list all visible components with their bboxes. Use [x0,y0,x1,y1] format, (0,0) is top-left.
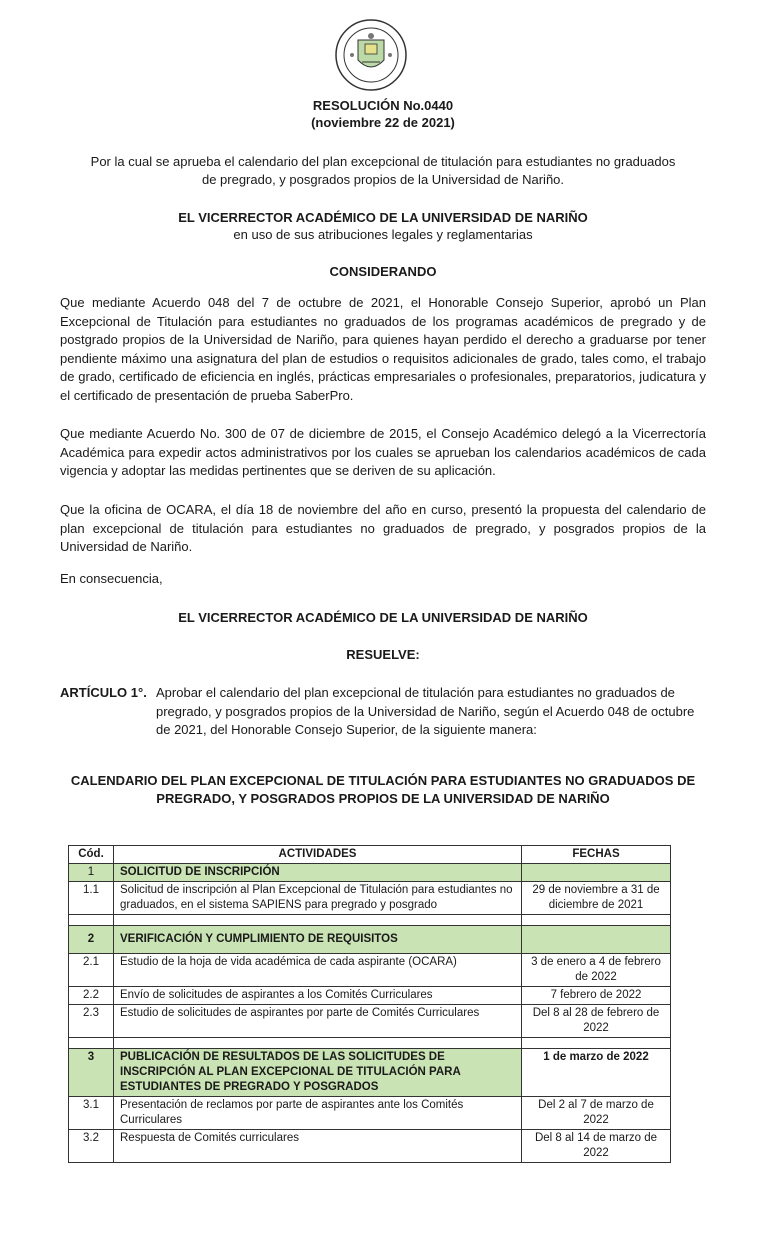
row-date: 7 febrero de 2022 [522,987,671,1005]
row-code: 2 [69,926,114,954]
table-row [69,882,671,915]
table-row [69,987,671,1005]
table-row [69,864,671,882]
resolution-date: (noviembre 22 de 2021) [311,115,455,130]
table-row [69,1130,671,1163]
row-code: 3.1 [69,1097,114,1130]
row-date: Del 2 al 7 de marzo de 2022 [522,1097,671,1130]
table-row [69,954,671,987]
university-seal [334,18,408,92]
row-code: 2.1 [69,954,114,987]
row-date: 3 de enero a 4 de febrero de 2022 [522,954,671,987]
row-code: 1 [69,864,114,882]
subject-line-1: Por la cual se aprueba el calendario del plan excepcional de titulación para estudiantes no graduados [90,154,676,169]
table-spacer-row [69,915,671,926]
table-spacer-row [69,1038,671,1049]
article-1-label: ARTÍCULO 1°. [60,685,147,700]
row-activity: Respuesta de Comités curriculares [114,1130,522,1163]
consideration-paragraph-2: Que mediante Acuerdo No. 300 de 07 de diciembre de 2015, el Consejo Académico delegó a la Vicerrectoría Académica para expedir actos administrativos por los cuales se aprueban los calendarios académicos de cada vigencia y adoptar las medidas pertinentes que se deriven de su aplicación. [60,426,706,478]
row-activity: Envío de solicitudes de aspirantes a los Comités Curriculares [114,987,522,1005]
article-1-text: Aprobar el calendario del plan excepcional de titulación para estudiantes no graduados de pregrado, y posgrados propios de la Universidad de Nariño, según el Acuerdo 048 de octubre de 2021, del Honorable Consejo Superior, de la siguiente manera: [156,685,695,737]
consideration-paragraph-3: Que la oficina de OCARA, el día 18 de noviembre del año en curso, presentó la propuesta del calendario de plan excepcional de titulación para estudiantes no graduados de pregrado, y posgrados propios de la Universidad de Nariño. [60,502,706,554]
authority-title: EL VICERRECTOR ACADÉMICO DE LA UNIVERSIDAD DE NARIÑO [178,210,588,225]
row-activity: Estudio de la hoja de vida académica de cada aspirante (OCARA) [114,954,522,987]
header-code: Cód. [69,846,114,864]
row-activity: Presentación de reclamos por parte de aspirantes ante los Comités Curriculares [114,1097,522,1130]
calendar-table [68,845,671,1163]
row-activity: Estudio de solicitudes de aspirantes por parte de Comités Curriculares [114,1005,522,1038]
row-code: 1.1 [69,882,114,915]
considerando-heading: CONSIDERANDO [329,264,437,279]
header-activities: ACTIVIDADES [114,846,522,864]
resuelve-heading: RESUELVE: [346,647,420,662]
row-date: 29 de noviembre a 31 de diciembre de 2021 [522,882,671,915]
resolution-number: RESOLUCIÓN No.0440 [312,98,454,113]
consecuencia-text: En consecuencia, [60,571,163,586]
consideration-paragraph-1: Que mediante Acuerdo 048 del 7 de octubre de 2021, el Honorable Consejo Superior, aprobó un Plan Excepcional de Titulación para estudiantes no graduados de los programas académicos de pregrado y de postgrado propios de la Universidad de Nariño, para quienes hayan perdido el derecho a graduarse por tener pendiente máximo una asignatura del plan de estudios o requisitos adicionales de grado, tales como, el trabajo de grado, certificado de eficiencia en inglés, prácticas empresariales o profesionales, preparatorios, judicatura y el certificado de presentación de prueba SaberPro. [60,295,706,403]
table-row [69,1097,671,1130]
row-activity: Solicitud de inscripción al Plan Excepcional de Titulación para estudiantes no graduados, en el sistema SAPIENS para pregrado y posgrado [114,882,522,915]
subject-line-2: de pregrado, y posgrados propios de la Universidad de Nariño. [201,172,565,187]
row-date: Del 8 al 14 de marzo de 2022 [522,1130,671,1163]
table-row [69,1049,671,1097]
row-activity: SOLICITUD DE INSCRIPCIÓN [114,864,522,882]
row-date [522,864,671,882]
row-date: Del 8 al 28 de febrero de 2022 [522,1005,671,1038]
calendar-title [60,772,706,808]
calendar-title-line-1: CALENDARIO DEL PLAN EXCEPCIONAL DE TITULACIÓN PARA ESTUDIANTES NO GRADUADOS DE [70,773,696,788]
row-activity: PUBLICACIÓN DE RESULTADOS DE LAS SOLICITUDES DE INSCRIPCIÓN AL PLAN EXCEPCIONAL DE TITULACIÓN PARA ESTUDIANTES DE PREGRADO Y POSGRADOS [114,1049,522,1097]
row-activity: VERIFICACIÓN Y CUMPLIMIENTO DE REQUISITOS [114,926,522,954]
table-header-row [69,846,671,864]
authority-subtitle: en uso de sus atribuciones legales y reglamentarias [233,227,533,242]
authority-title-2: EL VICERRECTOR ACADÉMICO DE LA UNIVERSIDAD DE NARIÑO [178,610,588,625]
row-code: 2.2 [69,987,114,1005]
table-row [69,926,671,954]
row-date [522,926,671,954]
row-code: 3 [69,1049,114,1097]
header-dates: FECHAS [522,846,671,864]
table-row [69,1005,671,1038]
row-date: 1 de marzo de 2022 [522,1049,671,1097]
row-code: 2.3 [69,1005,114,1038]
calendar-title-line-2: PREGRADO, Y POSGRADOS PROPIOS DE LA UNIVERSIDAD DE NARIÑO [156,791,610,806]
row-code: 3.2 [69,1130,114,1163]
